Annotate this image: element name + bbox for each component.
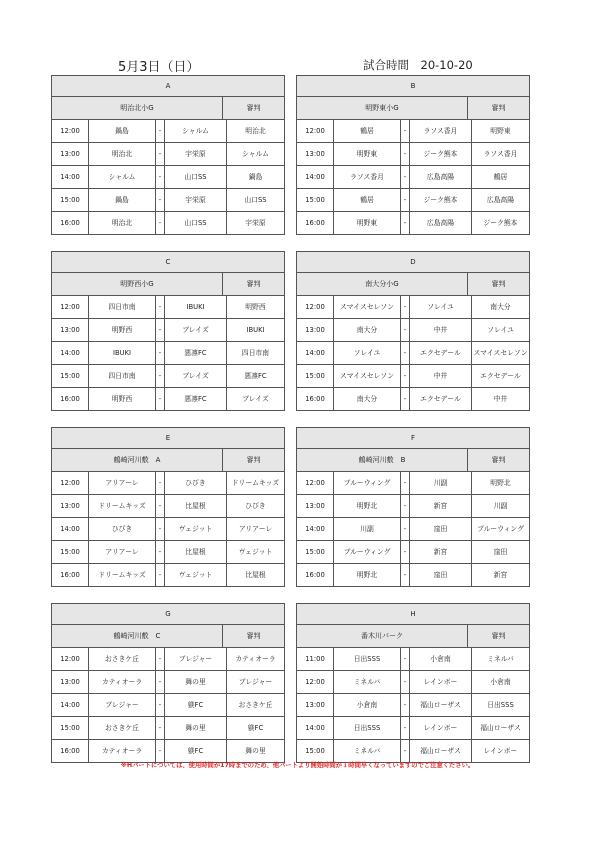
match-time-cell: 14:00: [52, 694, 89, 716]
versus-dash: -: [400, 296, 410, 318]
match-time-cell: 12:00: [52, 472, 89, 494]
referee-header: 審判: [246, 456, 261, 464]
team-home: IBUKI: [112, 349, 132, 357]
team-away: ブレイズ: [165, 365, 227, 387]
venue-header-row: [52, 625, 284, 648]
team-home: 明野北: [356, 571, 378, 579]
match-row: [297, 472, 529, 495]
team-home: ラソス香月: [350, 173, 384, 181]
match-row: [52, 472, 284, 495]
versus-dash: -: [155, 388, 165, 410]
block-id: H: [297, 604, 529, 625]
team-home: 明野東: [356, 219, 378, 227]
team-away: 中井: [410, 365, 472, 387]
venue-header-row: [52, 449, 284, 472]
team-away: エクセデール: [410, 388, 472, 410]
team-home: カティオーラ: [101, 747, 143, 755]
versus-dash: -: [155, 120, 165, 142]
match-time: 試合時間 20-10-20: [363, 58, 473, 72]
team-away: レインボー: [410, 717, 472, 739]
team-away: 福山ローザス: [410, 740, 472, 762]
venue-name: 鶴崎河川敷 A: [52, 449, 223, 471]
team-away: 比屋根: [165, 495, 227, 517]
match-time-cell: 12:00: [52, 648, 89, 670]
versus-dash: -: [155, 189, 165, 211]
match-time-cell: 14:00: [297, 166, 334, 188]
team-away: 窪田: [410, 564, 472, 586]
match-row: [297, 495, 529, 518]
match-time-cell: 12:00: [297, 472, 334, 494]
referee-team: 悪凛FC: [244, 372, 267, 380]
match-row: [52, 319, 284, 342]
match-row: [52, 166, 284, 189]
team-away: 窪田: [410, 518, 472, 540]
match-row: [297, 319, 529, 342]
match-row: [52, 495, 284, 518]
match-time-cell: 13:00: [52, 671, 89, 693]
team-away: 広島高陽: [410, 212, 472, 234]
venue-header-row: [297, 97, 529, 120]
match-time-cell: 15:00: [297, 740, 334, 762]
team-home: 四日市南: [108, 303, 136, 311]
match-time-cell: 16:00: [297, 212, 334, 234]
team-home: ひびき: [111, 525, 133, 533]
match-time-cell: 14:00: [52, 518, 89, 540]
block-h: [296, 603, 530, 763]
team-home: 四日市南: [108, 372, 136, 380]
versus-dash: -: [400, 388, 410, 410]
team-home: 鶴居: [360, 127, 374, 135]
referee-team: 日出SSS: [487, 701, 514, 709]
team-home: おさきケ丘: [105, 724, 139, 732]
match-row: [52, 143, 284, 166]
versus-dash: -: [155, 648, 165, 670]
versus-dash: -: [400, 472, 410, 494]
team-away: シャルム: [165, 120, 227, 142]
match-time-cell: 13:00: [52, 143, 89, 165]
match-row: [297, 342, 529, 365]
match-time-cell: 16:00: [52, 564, 89, 586]
match-time-cell: 13:00: [297, 143, 334, 165]
match-time-cell: 15:00: [52, 189, 89, 211]
versus-dash: -: [400, 648, 410, 670]
versus-dash: -: [155, 143, 165, 165]
referee-team: シャルム: [242, 150, 269, 158]
referee-team: IBUKI: [246, 326, 265, 334]
referee-team: 小倉南: [490, 678, 511, 686]
referee-header: 審判: [246, 632, 261, 640]
block-id: B: [297, 76, 529, 97]
team-home: ソレイユ: [353, 349, 381, 357]
match-time-cell: 13:00: [297, 694, 334, 716]
match-time-cell: 16:00: [297, 564, 334, 586]
block-a: [51, 75, 285, 235]
team-away: ラソス香月: [410, 120, 472, 142]
match-row: [52, 648, 284, 671]
venue-header-row: [52, 273, 284, 296]
referee-header: 審判: [491, 456, 506, 464]
match-row: [52, 342, 284, 365]
team-home: 明治北: [111, 150, 133, 158]
match-time-cell: 13:00: [297, 319, 334, 341]
team-home: カティオーラ: [101, 678, 143, 686]
match-row: [297, 143, 529, 166]
block-f: [296, 427, 530, 587]
team-away: ヴェジット: [165, 564, 227, 586]
team-home: ブルーウィング: [343, 548, 391, 556]
versus-dash: -: [155, 472, 165, 494]
match-row: [52, 671, 284, 694]
match-row: [297, 671, 529, 694]
block-b: [296, 75, 530, 235]
team-away: レインボー: [410, 671, 472, 693]
versus-dash: -: [155, 694, 165, 716]
versus-dash: -: [400, 319, 410, 341]
team-away: 宇栄原: [165, 189, 227, 211]
referee-team: 窪田: [493, 548, 508, 556]
match-time-cell: 15:00: [52, 717, 89, 739]
match-row: [297, 717, 529, 740]
versus-dash: -: [155, 495, 165, 517]
versus-dash: -: [155, 319, 165, 341]
referee-team: 新宮: [493, 571, 508, 579]
match-time-cell: 15:00: [297, 541, 334, 563]
match-row: [52, 740, 284, 762]
match-row: [52, 120, 284, 143]
referee-team: 舞の里: [245, 747, 266, 755]
referee-team: 鶴居: [493, 173, 508, 181]
match-time-cell: 12:00: [297, 296, 334, 318]
match-row: [52, 189, 284, 212]
match-row: [297, 648, 529, 671]
referee-team: レインボー: [483, 747, 518, 755]
team-home: ドリームキッズ: [98, 571, 146, 579]
venue-header-row: [297, 273, 529, 296]
match-row: [52, 365, 284, 388]
team-away: 比屋根: [165, 541, 227, 563]
team-away: 躾FC: [165, 740, 227, 762]
versus-dash: -: [400, 212, 410, 234]
team-away: 宇栄原: [165, 143, 227, 165]
team-away: ブレイズ: [165, 319, 227, 341]
referee-team: ブレジャー: [238, 678, 273, 686]
team-home: 南大分: [356, 395, 378, 403]
referee-header: 審判: [491, 104, 506, 112]
referee-team: ヴェジット: [238, 548, 273, 556]
match-time-cell: 15:00: [297, 189, 334, 211]
match-time-cell: 12:00: [52, 296, 89, 318]
match-row: [52, 518, 284, 541]
h-part-notice: ※Hパートについては、使用時間が17時までのため、他パートより開始時間が１時間早くなっていますのでご注意ください。: [120, 762, 475, 769]
team-home: 日出SSS: [353, 655, 381, 663]
referee-team: 明治北: [245, 127, 266, 135]
versus-dash: -: [400, 717, 410, 739]
match-row: [297, 120, 529, 143]
versus-dash: -: [400, 143, 410, 165]
team-away: 小倉南: [410, 648, 472, 670]
versus-dash: -: [155, 564, 165, 586]
versus-dash: -: [155, 166, 165, 188]
team-home: ミネルバ: [353, 747, 381, 755]
versus-dash: -: [155, 296, 165, 318]
match-row: [297, 212, 529, 234]
referee-team: 四日市南: [241, 349, 270, 357]
versus-dash: -: [155, 740, 165, 762]
match-time-cell: 15:00: [297, 365, 334, 387]
match-time-cell: 14:00: [297, 342, 334, 364]
referee-team: スマイスセレソン: [473, 349, 528, 357]
team-home: ブルーウィング: [343, 479, 391, 487]
referee-header: 審判: [246, 104, 261, 112]
versus-dash: -: [400, 166, 410, 188]
team-away: 悪凛FC: [165, 388, 227, 410]
versus-dash: -: [400, 518, 410, 540]
team-home: ミネルバ: [353, 678, 381, 686]
team-away: 新宮: [410, 495, 472, 517]
match-row: [297, 564, 529, 586]
referee-team: 鍋島: [248, 173, 263, 181]
referee-team: ひびき: [245, 502, 266, 510]
venue-name: 鶴崎河川敷 C: [52, 625, 223, 647]
referee-team: ジーク熊本: [483, 219, 518, 227]
block-id: F: [297, 428, 529, 449]
block-c: [51, 251, 285, 411]
team-away: エクセデール: [410, 342, 472, 364]
versus-dash: -: [400, 740, 410, 762]
team-away: 中井: [410, 319, 472, 341]
match-row: [297, 296, 529, 319]
versus-dash: -: [155, 717, 165, 739]
match-time-cell: 13:00: [52, 495, 89, 517]
team-home: シャルム: [108, 173, 136, 181]
venue-header-row: [297, 625, 529, 648]
versus-dash: -: [400, 342, 410, 364]
referee-team: ドリームキッズ: [231, 479, 280, 487]
team-home: 明野西: [111, 395, 133, 403]
team-home: 明治北: [111, 219, 133, 227]
versus-dash: -: [400, 541, 410, 563]
team-home: スマイスセレソン: [339, 303, 395, 311]
referee-team: ブレイズ: [242, 395, 269, 403]
block-id: A: [52, 76, 284, 97]
team-home: 日出SSS: [353, 724, 381, 732]
team-home: 鶴居: [360, 196, 374, 204]
team-home: 明野東: [356, 150, 378, 158]
referee-team: 明野北: [490, 479, 511, 487]
match-row: [297, 388, 529, 410]
match-row: [52, 564, 284, 586]
referee-team: 明野西: [245, 303, 266, 311]
team-home: 明野西: [111, 326, 133, 334]
match-row: [297, 541, 529, 564]
team-home: アリアーレ: [105, 548, 139, 556]
match-time-cell: 16:00: [52, 740, 89, 762]
team-home: ドリームキッズ: [98, 502, 146, 510]
team-away: 川副: [410, 472, 472, 494]
referee-team: アリアーレ: [238, 525, 273, 533]
team-away: 山口SS: [165, 212, 227, 234]
team-away: 舞の里: [165, 671, 227, 693]
referee-header: 審判: [246, 280, 261, 288]
referee-team: 明野東: [490, 127, 511, 135]
team-away: 舞の里: [165, 717, 227, 739]
venue-name: 明治北小G: [52, 97, 223, 119]
team-away: 新宮: [410, 541, 472, 563]
match-row: [52, 717, 284, 740]
referee-team: ブルーウィング: [477, 525, 524, 533]
versus-dash: -: [400, 365, 410, 387]
match-time-cell: 12:00: [297, 120, 334, 142]
team-home: 鍋島: [115, 127, 129, 135]
referee-header: 審判: [491, 280, 506, 288]
team-home: ブレジャー: [105, 701, 139, 709]
referee-team: ソレイユ: [487, 326, 514, 334]
team-away: ヴェジット: [165, 518, 227, 540]
team-away: 悪凛FC: [165, 342, 227, 364]
referee-team: ミネルバ: [487, 655, 514, 663]
block-id: D: [297, 252, 529, 273]
team-away: 山口SS: [165, 166, 227, 188]
versus-dash: -: [400, 694, 410, 716]
match-row: [52, 388, 284, 410]
match-row: [297, 694, 529, 717]
team-away: 躾FC: [165, 694, 227, 716]
match-row: [297, 166, 529, 189]
match-row: [297, 740, 529, 762]
venue-name: 番木川パーク: [297, 625, 468, 647]
referee-team: 宇栄原: [245, 219, 266, 227]
match-time-cell: 16:00: [52, 212, 89, 234]
block-id: E: [52, 428, 284, 449]
match-time-cell: 12:00: [297, 671, 334, 693]
schedule-date: 5月3日（日）: [118, 60, 200, 75]
venue-name: 明野西小G: [52, 273, 223, 295]
match-time-cell: 14:00: [297, 717, 334, 739]
team-away: 福山ローザス: [410, 694, 472, 716]
venue-name: 明野東小G: [297, 97, 468, 119]
match-time-cell: 16:00: [297, 388, 334, 410]
match-row: [52, 541, 284, 564]
versus-dash: -: [400, 189, 410, 211]
block-d: [296, 251, 530, 411]
match-time-cell: 13:00: [52, 319, 89, 341]
versus-dash: -: [155, 212, 165, 234]
referee-team: エクセデール: [480, 372, 521, 380]
team-home: おさきケ丘: [105, 655, 139, 663]
referee-team: 中井: [493, 395, 508, 403]
match-time-cell: 14:00: [52, 166, 89, 188]
team-away: ジーク熊本: [410, 189, 472, 211]
referee-team: 南大分: [490, 303, 511, 311]
team-home: スマイスセレソン: [339, 372, 395, 380]
match-time-cell: 13:00: [297, 495, 334, 517]
team-away: 広島高陽: [410, 166, 472, 188]
venue-header-row: [52, 97, 284, 120]
match-time-cell: 15:00: [52, 365, 89, 387]
versus-dash: -: [155, 541, 165, 563]
team-away: ブレジャー: [165, 648, 227, 670]
referee-team: カティオーラ: [235, 655, 276, 663]
block-e: [51, 427, 285, 587]
block-g: [51, 603, 285, 763]
team-away: ひびき: [165, 472, 227, 494]
match-time-cell: 16:00: [52, 388, 89, 410]
team-home: 小倉南: [356, 701, 378, 709]
versus-dash: -: [155, 671, 165, 693]
versus-dash: -: [400, 120, 410, 142]
versus-dash: -: [155, 365, 165, 387]
match-row: [52, 694, 284, 717]
venue-name: 南大分小G: [297, 273, 468, 295]
referee-team: 山口SS: [244, 196, 267, 204]
referee-team: 比屋根: [245, 571, 266, 579]
referee-team: 川副: [493, 502, 508, 510]
versus-dash: -: [155, 342, 165, 364]
team-home: アリアーレ: [105, 479, 139, 487]
referee-header: 審判: [491, 632, 506, 640]
versus-dash: -: [155, 518, 165, 540]
team-home: 鍋島: [115, 196, 129, 204]
referee-team: 躾FC: [247, 724, 264, 732]
match-row: [297, 189, 529, 212]
match-row: [297, 365, 529, 388]
team-away: ジーク熊本: [410, 143, 472, 165]
match-time-cell: 15:00: [52, 541, 89, 563]
match-row: [52, 296, 284, 319]
match-time-cell: 14:00: [52, 342, 89, 364]
venue-name: 鶴崎河川敷 B: [297, 449, 468, 471]
match-time-cell: 12:00: [52, 120, 89, 142]
referee-team: おさきケ丘: [238, 701, 273, 709]
team-home: 南大分: [356, 326, 378, 334]
referee-team: 広島高陽: [486, 196, 515, 204]
match-row: [297, 518, 529, 541]
versus-dash: -: [400, 495, 410, 517]
team-home: 明野北: [356, 502, 378, 510]
referee-team: 福山ローザス: [480, 724, 521, 732]
versus-dash: -: [400, 564, 410, 586]
venue-header-row: [297, 449, 529, 472]
block-id: G: [52, 604, 284, 625]
team-home: 川副: [360, 525, 374, 533]
match-row: [52, 212, 284, 234]
versus-dash: -: [400, 671, 410, 693]
match-time-cell: 14:00: [297, 518, 334, 540]
block-id: C: [52, 252, 284, 273]
team-away: ソレイユ: [410, 296, 472, 318]
referee-team: ラソス香月: [483, 150, 518, 158]
team-away: IBUKI: [165, 296, 227, 318]
match-time-cell: 11:00: [297, 648, 334, 670]
